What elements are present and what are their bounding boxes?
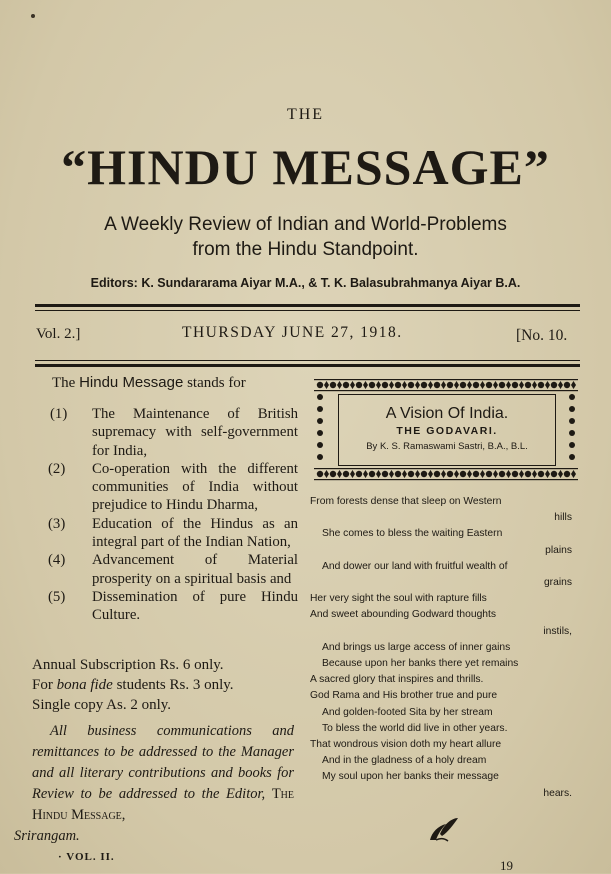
student-subscription	[32, 675, 298, 695]
poem-line: To bless the world did live in other years.	[322, 722, 508, 734]
poem-line: She comes to bless the waiting Eastern	[322, 528, 503, 540]
rule-top	[35, 304, 580, 307]
stands-prefix: The	[52, 375, 80, 391]
poem-line: From forests dense that sleep on Western	[310, 496, 502, 507]
business-notice	[14, 721, 294, 847]
poem-subtitle: THE GODAVARI.	[396, 425, 498, 437]
ornament-border-right-icon	[566, 392, 578, 467]
masthead-the: THE	[286, 106, 325, 123]
poem-line: And brings us large access of inner gains	[322, 641, 511, 653]
rule-mid-thin	[35, 360, 580, 361]
rule-top-thin	[35, 310, 580, 311]
poem-line: instils,	[543, 625, 572, 637]
stands-name: Hindu Message	[79, 374, 184, 391]
poem-line: And dower our land with fruitful wealth of	[322, 560, 508, 572]
poem-line: God Rama and His brother true and pure	[310, 690, 498, 702]
fleuron-leaf-icon	[426, 814, 460, 844]
poem-line: And sweet abounding Godward thoughts	[310, 609, 497, 621]
aim-item	[32, 460, 298, 515]
aim-number: (3)	[48, 515, 66, 532]
students-pre: For	[32, 677, 57, 693]
poem-line: Her very sight the soul with rapture fills	[310, 593, 487, 605]
poem-line: plains	[545, 544, 572, 556]
students-post: students Rs. 3 only.	[112, 677, 234, 693]
aim-item	[32, 588, 298, 625]
aims-list	[32, 405, 298, 625]
aim-text: Education of the Hindus as an integral part of the Indian Nation,	[92, 515, 298, 551]
ornament-border-left-icon	[314, 392, 326, 467]
annual-subscription: Annual Subscription Rs. 6 only.	[32, 657, 224, 673]
poem-line: hills	[554, 512, 572, 524]
subtitle-line-2: from the Hindu Standpoint.	[192, 239, 419, 260]
volume-label: Vol. 2.]	[36, 326, 81, 342]
aim-item	[32, 405, 298, 460]
poem-title-box	[314, 378, 578, 481]
poem-line: Because upon her banks there yet remains	[322, 658, 519, 670]
students-italic: bona fide	[56, 677, 113, 693]
footer-vol-text: VOL. II.	[66, 851, 115, 863]
poem-line: And golden-footed Sita by her stream	[322, 706, 493, 718]
business-paper-name: The Hindu Message,	[32, 786, 294, 823]
aim-number: (1)	[50, 406, 68, 422]
masthead-title: “HINDU MESSAGE”	[61, 139, 550, 195]
poem-line: And in the gladness of a holy dream	[322, 755, 487, 767]
issue-date: THURSDAY JUNE 27, 1918.	[182, 324, 403, 341]
rule-mid	[35, 364, 580, 367]
business-place: Srirangam.	[14, 828, 80, 844]
masthead-subtitle	[0, 212, 611, 262]
aim-text: Dissemination of pure Hindu Culture.	[92, 588, 298, 624]
page-number: 19	[500, 858, 513, 873]
ornament-border-top-icon	[314, 378, 578, 392]
footer-volume: · VOL. II.	[58, 851, 115, 863]
aim-number: (5)	[48, 588, 66, 605]
poem-line: hears.	[543, 787, 572, 799]
ornament-border-bottom-icon	[314, 467, 578, 481]
aim-item	[32, 551, 298, 588]
poem-body	[310, 494, 576, 802]
issue-number: [No. 10.	[516, 327, 568, 344]
aim-number: (2)	[48, 460, 66, 477]
poem-line: A sacred glory that inspires and thrills.	[310, 674, 484, 686]
poem-line: grains	[543, 577, 572, 589]
aim-item	[32, 515, 298, 552]
poem-line: My soul upon her banks their message	[322, 771, 499, 783]
poem-author: By K. S. Ramaswami Sastri, B.A., B.L.	[366, 441, 528, 452]
business-text: All business communications and remittances to be addressed to the Manager and all literary contributions and books for Review to be addressed to the Editor,	[32, 723, 294, 802]
aim-text: Co-operation with the different communities of India without prejudice to Hindu Dharma,	[92, 460, 298, 514]
aim-text: Advancement of Material prosperity on a spiritual basis and	[92, 552, 298, 587]
subscription-block	[32, 655, 298, 715]
poem-title-frame	[338, 394, 556, 466]
subtitle-line-1: A Weekly Review of Indian and World-Problems	[104, 214, 507, 235]
editors-line: Editors: K. Sundararama Aiyar M.A., & T. K. Balasubrahmanya Aiyar B.A.	[90, 276, 521, 290]
aim-text: The Maintenance of British supremacy with self-government for India,	[92, 406, 298, 459]
stands-suffix: stands for	[183, 375, 246, 391]
stands-for-heading	[52, 374, 246, 392]
page-speck-icon	[30, 6, 36, 12]
single-copy: Single copy As. 2 only.	[32, 697, 172, 713]
aim-number: (4)	[48, 552, 66, 569]
poem-title: A Vision Of India.	[385, 405, 509, 422]
poem-line: That wondrous vision doth my heart allure	[310, 739, 502, 751]
